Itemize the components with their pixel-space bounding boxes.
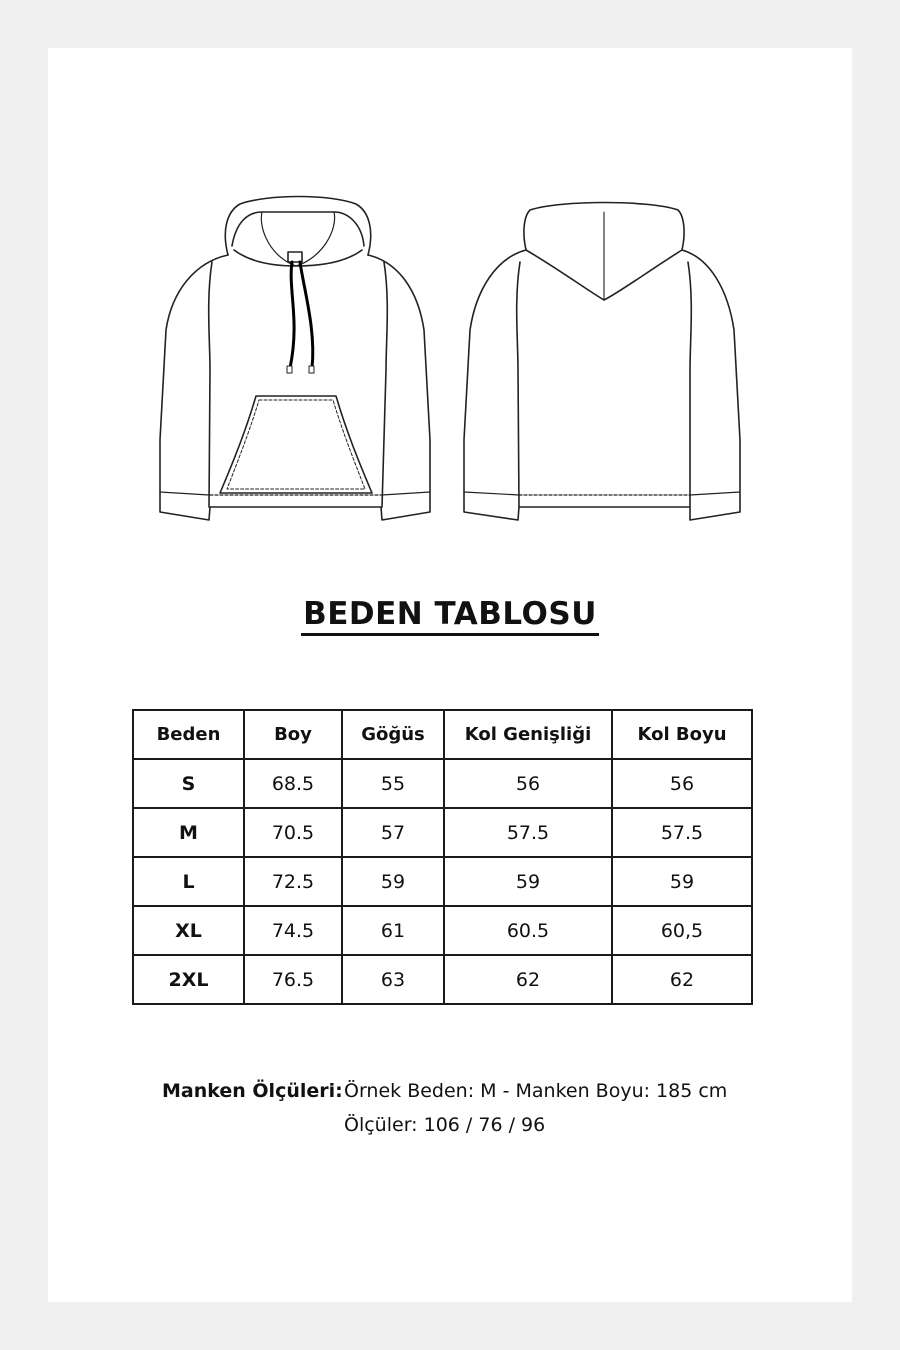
model-sample-size: Örnek Beden: M - Manken Boyu: 185 cm [344, 1080, 728, 1102]
table-cell: 57 [342, 808, 444, 857]
table-cell: 57.5 [612, 808, 752, 857]
table-cell: 59 [444, 857, 612, 906]
column-header-gogus: Göğüs [342, 710, 444, 759]
table-cell: 61 [342, 906, 444, 955]
table-cell: 60,5 [612, 906, 752, 955]
table-cell: 70.5 [244, 808, 342, 857]
column-header-kol-boyu: Kol Boyu [612, 710, 752, 759]
hoodie-back-icon [464, 203, 740, 521]
size-cell: L [133, 857, 244, 906]
table-cell: 55 [342, 759, 444, 808]
column-header-boy: Boy [244, 710, 342, 759]
table-row [133, 955, 752, 1004]
table-cell: 59 [612, 857, 752, 906]
table-cell: 74.5 [244, 906, 342, 955]
size-table [132, 709, 753, 1005]
page-title: BEDEN TABLOSU [0, 596, 900, 636]
table-cell: 60.5 [444, 906, 612, 955]
table-row [133, 857, 752, 906]
table-cell: 62 [444, 955, 612, 1004]
size-cell: S [133, 759, 244, 808]
table-cell: 76.5 [244, 955, 342, 1004]
table-row [133, 906, 752, 955]
model-measurements-label: Manken Ölçüleri: [162, 1080, 343, 1102]
table-cell: 62 [612, 955, 752, 1004]
table-cell: 57.5 [444, 808, 612, 857]
table-cell: 56 [444, 759, 612, 808]
column-header-kol-genisligi: Kol Genişliği [444, 710, 612, 759]
hoodie-technical-drawings [0, 0, 900, 560]
table-cell: 72.5 [244, 857, 342, 906]
table-cell: 68.5 [244, 759, 342, 808]
hoodie-front-icon [160, 197, 430, 521]
table-cell: 63 [342, 955, 444, 1004]
size-cell: M [133, 808, 244, 857]
column-header-beden: Beden [133, 710, 244, 759]
size-cell: 2XL [133, 955, 244, 1004]
table-cell: 56 [612, 759, 752, 808]
table-header-row [133, 710, 752, 759]
model-body-measurements: Ölçüler: 106 / 76 / 96 [344, 1114, 546, 1136]
table-cell: 59 [342, 857, 444, 906]
size-cell: XL [133, 906, 244, 955]
table-row [133, 759, 752, 808]
table-row [133, 808, 752, 857]
